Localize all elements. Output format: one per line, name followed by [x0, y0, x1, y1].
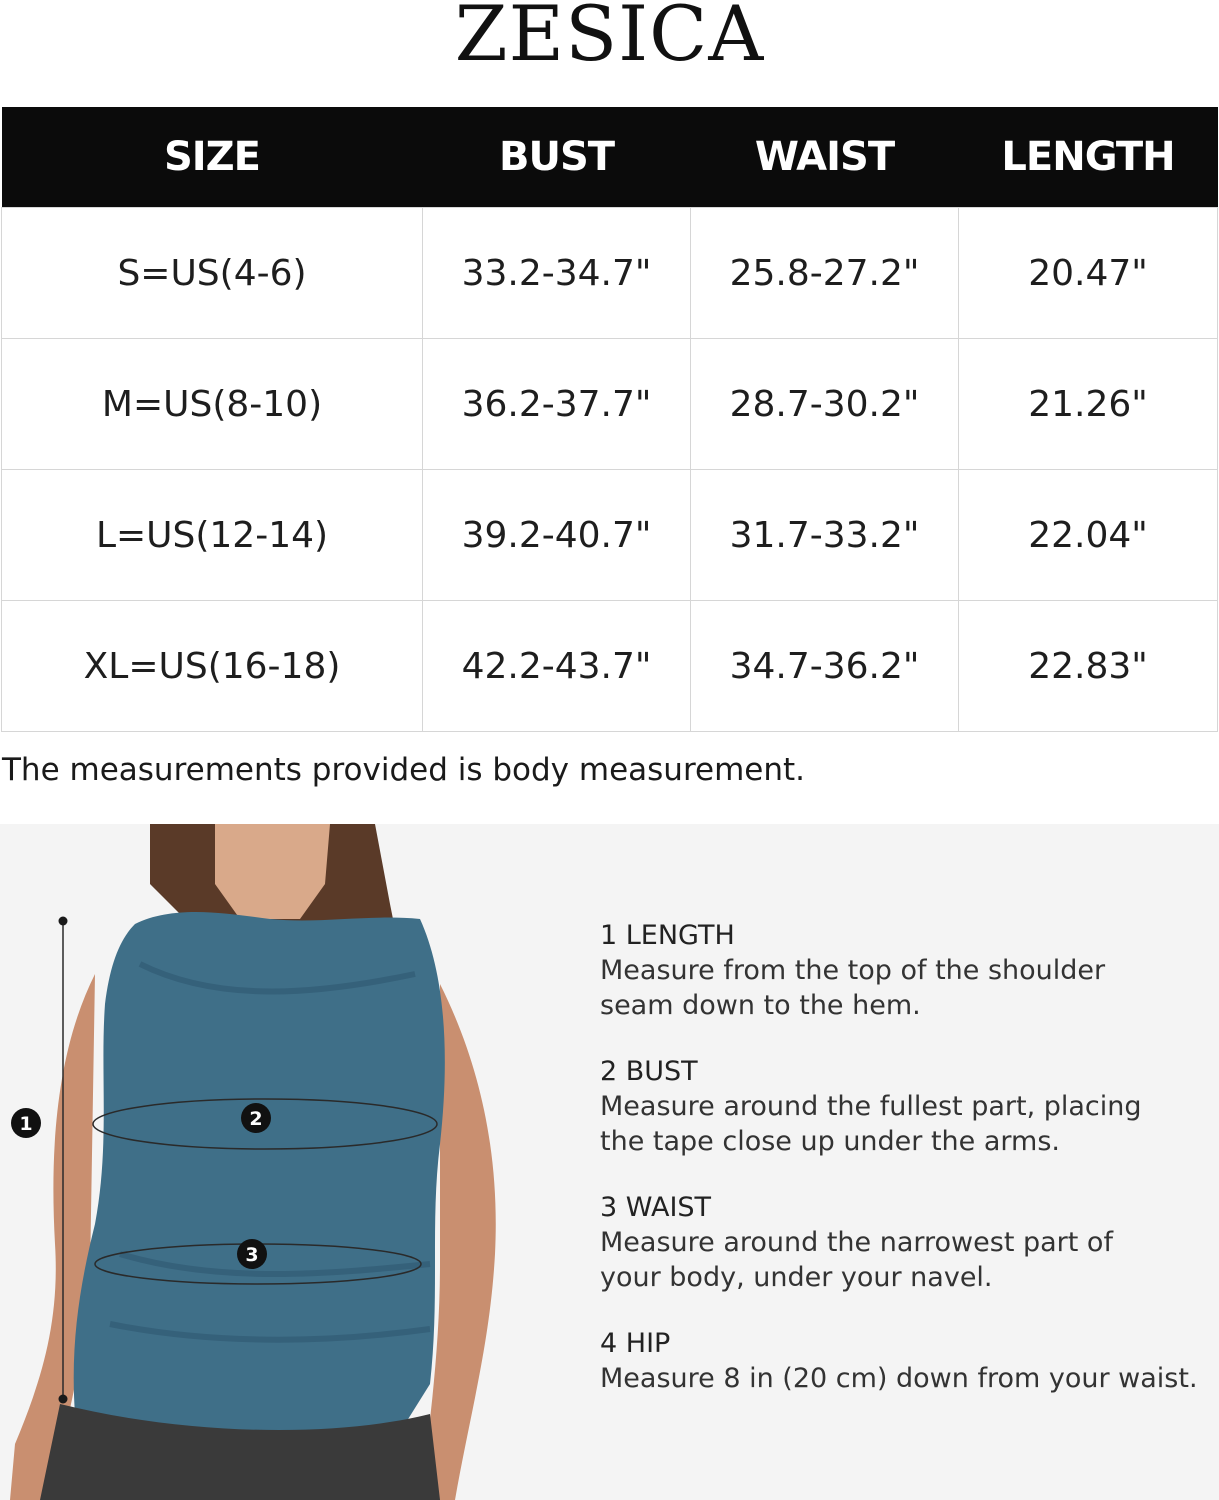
brand-logo: ZESICA — [454, 0, 765, 78]
header-length: LENGTH — [959, 107, 1218, 208]
cell-waist: 28.7-30.2" — [691, 339, 959, 470]
instruction-hip — [600, 1326, 1200, 1396]
instruction-title: 1 LENGTH — [600, 920, 735, 951]
cell-waist: 25.8-27.2" — [691, 208, 959, 339]
instruction-desc: your body, under your navel. — [600, 1262, 993, 1293]
instruction-desc: the tape close up under the arms. — [600, 1126, 1060, 1157]
cell-length: 22.04" — [959, 470, 1218, 601]
cell-length: 22.83" — [959, 601, 1218, 732]
cell-bust: 36.2-37.7" — [423, 339, 691, 470]
instruction-title: 3 WAIST — [600, 1192, 712, 1223]
cell-waist: 31.7-33.2" — [691, 470, 959, 601]
cell-bust: 33.2-34.7" — [423, 208, 691, 339]
cell-length: 20.47" — [959, 208, 1218, 339]
length-line-top-dot — [59, 917, 68, 926]
instruction-bust — [600, 1054, 1200, 1159]
marker-3-label: 3 — [245, 1244, 259, 1266]
marker-2-label: 2 — [249, 1108, 263, 1130]
length-line-bottom-dot — [59, 1395, 68, 1404]
measurement-instructions — [600, 918, 1200, 1427]
table-row — [2, 601, 1218, 732]
cell-bust: 39.2-40.7" — [423, 470, 691, 601]
instruction-desc: seam down to the hem. — [600, 990, 921, 1021]
header-size: SIZE — [2, 107, 423, 208]
marker-1-label: 1 — [19, 1113, 33, 1135]
instruction-desc: Measure from the top of the shoulder — [600, 955, 1106, 986]
table-header-row — [2, 107, 1218, 208]
table-row — [2, 339, 1218, 470]
instruction-desc: Measure around the narrowest part of — [600, 1227, 1113, 1258]
instruction-desc: Measure 8 in (20 cm) down from your waist. — [600, 1363, 1198, 1394]
cell-waist: 34.7-36.2" — [691, 601, 959, 732]
cell-length: 21.26" — [959, 339, 1218, 470]
instruction-title: 2 BUST — [600, 1056, 698, 1087]
instruction-length — [600, 918, 1200, 1023]
header-bust: BUST — [423, 107, 691, 208]
cell-size: L=US(12-14) — [2, 470, 423, 601]
instruction-desc: Measure around the fullest part, placing — [600, 1091, 1142, 1122]
size-chart-table — [1, 107, 1218, 732]
table-row — [2, 470, 1218, 601]
instruction-title: 4 HIP — [600, 1328, 671, 1359]
header-waist: WAIST — [691, 107, 959, 208]
cell-size: S=US(4-6) — [2, 208, 423, 339]
table-row — [2, 208, 1218, 339]
cell-bust: 42.2-43.7" — [423, 601, 691, 732]
cell-size: XL=US(16-18) — [2, 601, 423, 732]
instruction-waist — [600, 1190, 1200, 1295]
cell-size: M=US(8-10) — [2, 339, 423, 470]
measurement-note: The measurements provided is body measurement. — [2, 752, 806, 788]
